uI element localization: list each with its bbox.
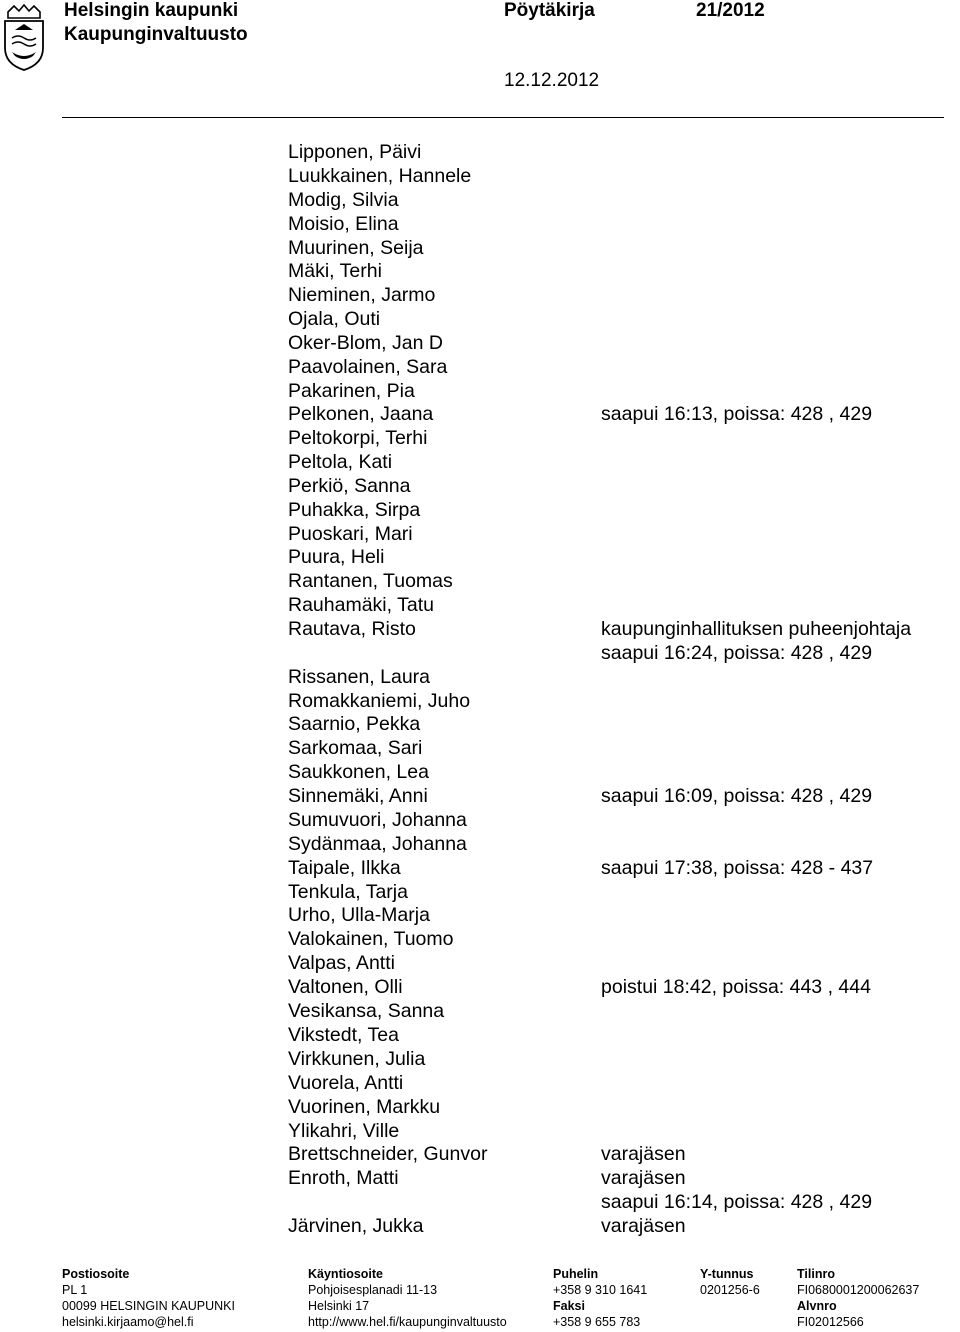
attendance-note: saapui 16:09, poissa: 428 , 429 (601, 785, 873, 807)
footer-vat-heading: Alvnro (797, 1299, 837, 1313)
member-name: Ylikahri, Ville (288, 1120, 400, 1142)
member-name: Moisio, Elina (288, 213, 399, 235)
member-name: Peltola, Kati (288, 451, 393, 473)
member-name: Pakarinen, Pia (288, 380, 415, 402)
attendance-note: saapui 17:38, poissa: 428 - 437 (601, 857, 874, 879)
footer-business-id-heading: Y-tunnus (700, 1267, 754, 1281)
member-name: Nieminen, Jarmo (288, 284, 436, 306)
attendance-note: saapui 16:14, poissa: 428 , 429 (601, 1191, 873, 1213)
member-name: Sinnemäki, Anni (288, 785, 428, 807)
member-name: Rantanen, Tuomas (288, 570, 453, 592)
footer-postal-line: PL 1 (62, 1283, 88, 1297)
member-name: Perkiö, Sanna (288, 475, 411, 497)
member-name: Brettschneider, Gunvor (288, 1143, 488, 1165)
footer-vat: FI02012566 (797, 1315, 864, 1329)
member-name: Oker-Blom, Jan D (288, 332, 443, 354)
footer-postal-line: 00099 HELSINGIN KAUPUNKI (62, 1299, 235, 1313)
member-name: Saukkonen, Lea (288, 761, 429, 783)
footer-account: FI0680001200062637 (797, 1283, 920, 1297)
helsinki-crest-icon (2, 4, 46, 72)
attendance-note: varajäsen (601, 1143, 686, 1165)
member-name: Rauhamäki, Tatu (288, 594, 434, 616)
member-name: Peltokorpi, Terhi (288, 427, 428, 449)
member-name: Vikstedt, Tea (288, 1024, 399, 1046)
footer-phone-heading: Puhelin (553, 1267, 599, 1281)
footer-fax: +358 9 655 783 (553, 1315, 641, 1329)
member-name: Urho, Ulla-Marja (288, 904, 430, 926)
member-name: Ojala, Outi (288, 308, 381, 330)
member-name: Valokainen, Tuomo (288, 928, 454, 950)
member-name: Sumuvuori, Johanna (288, 809, 467, 831)
member-name: Sydänmaa, Johanna (288, 833, 467, 855)
member-name: Taipale, Ilkka (288, 857, 401, 879)
doc-type: Pöytäkirja (504, 0, 595, 21)
attendance-note: varajäsen (601, 1215, 686, 1237)
member-name: Tenkula, Tarja (288, 881, 408, 903)
footer-visit-line: Pohjoisesplanadi 11-13 (308, 1283, 438, 1297)
attendance-note: kaupunginhallituksen puheenjohtaja (601, 618, 912, 640)
member-name: Pelkonen, Jaana (288, 403, 434, 425)
org-body: Kaupunginvaltuusto (64, 24, 248, 45)
attendance-note: saapui 16:24, poissa: 428 , 429 (601, 642, 873, 664)
member-name: Vesikansa, Sanna (288, 1000, 445, 1022)
member-name: Paavolainen, Sara (288, 356, 448, 378)
member-name: Vuorela, Antti (288, 1072, 404, 1094)
meeting-date: 12.12.2012 (504, 70, 600, 91)
member-name: Lipponen, Päivi (288, 141, 422, 163)
member-name: Luukkainen, Hannele (288, 165, 472, 187)
footer-email: helsinki.kirjaamo@hel.fi (62, 1315, 194, 1329)
member-name: Mäki, Terhi (288, 260, 382, 282)
header-divider (62, 117, 944, 118)
footer-visit-heading: Käyntiosoite (308, 1267, 384, 1281)
member-name: Järvinen, Jukka (288, 1215, 424, 1237)
member-name: Puhakka, Sirpa (288, 499, 421, 521)
member-name: Rissanen, Laura (288, 666, 431, 688)
member-name: Saarnio, Pekka (288, 713, 421, 735)
member-name: Puura, Heli (288, 546, 385, 568)
footer-business-id: 0201256-6 (700, 1283, 760, 1297)
member-name: Modig, Silvia (288, 189, 399, 211)
member-name: Virkkunen, Julia (288, 1048, 426, 1070)
footer-account-heading: Tilinro (797, 1267, 835, 1281)
member-name: Puoskari, Mari (288, 523, 413, 545)
footer-phone: +358 9 310 1641 (553, 1283, 648, 1297)
attendance-note: saapui 16:13, poissa: 428 , 429 (601, 403, 873, 425)
member-name: Valpas, Antti (288, 952, 395, 974)
attendance-note: varajäsen (601, 1167, 686, 1189)
member-name: Valtonen, Olli (288, 976, 403, 998)
member-name: Sarkomaa, Sari (288, 737, 423, 759)
attendance-note: poistui 18:42, poissa: 443 , 444 (601, 976, 871, 998)
member-name: Enroth, Matti (288, 1167, 399, 1189)
doc-number: 21/2012 (696, 0, 765, 21)
member-name: Muurinen, Seija (288, 237, 424, 259)
member-name: Romakkaniemi, Juho (288, 690, 471, 712)
org-name: Helsingin kaupunki (64, 0, 239, 21)
footer-fax-heading: Faksi (553, 1299, 585, 1313)
footer-visit-line: Helsinki 17 (308, 1299, 370, 1313)
footer-postal-heading: Postiosoite (62, 1267, 130, 1281)
member-name: Rautava, Risto (288, 618, 416, 640)
member-name: Vuorinen, Markku (288, 1096, 441, 1118)
footer-website: http://www.hel.fi/kaupunginvaltuusto (308, 1315, 507, 1329)
